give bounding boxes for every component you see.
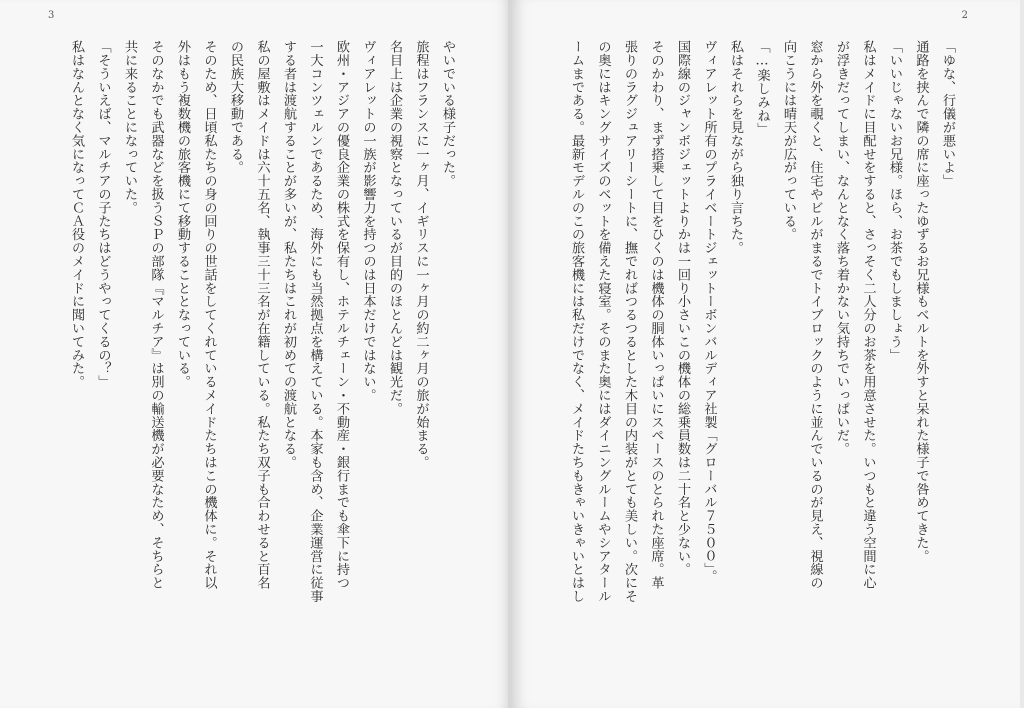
text-line: 「ゆな、行儀が悪いよ」 (940, 40, 955, 188)
text-line: 「…楽しみね」 (754, 40, 770, 136)
right-page-text (530, 40, 960, 675)
text-line: 私はメイドに目配せをすると、さっそく二人分のお茶を用意させた。いつもと違う空間に心 (860, 40, 876, 590)
text-line: 私はそれらを見ながら独り言ちた。 (728, 40, 743, 255)
text-line: ヴィアレット所有のプライベートジェットーボンバルディア社製「グローバル７５００」。 (701, 40, 717, 583)
text-line: ームまである。最新モデルのこの旅客機には私だけでなく、メイドたちもきゃいきゃいとはし (569, 40, 584, 603)
text-line: そのため、日頃私たちの身の回りの世話をしてくれているメイドたちはこの機体に。それ以 (201, 40, 217, 590)
text-line: 私の屋敷はメイドは六十五名、執事三十三名が在籍している。私たち双子も合わせると百名 (254, 40, 270, 590)
text-line: 通路を挟んで隣の席に座ったゆずるお兄様もベルトを外すと呆れた様子で咎めてきた。 (913, 40, 929, 563)
text-line: 外はもう複数機の旅客機にて移動することとなっている。 (175, 40, 190, 389)
text-line: 「いいじゃないお兄様。ほら、お茶でもしましょう」 (887, 40, 902, 362)
text-line: ヴィアレットの一族が影響力を持つのは日本だけではない。 (360, 40, 376, 402)
text-line: の奥にはキングサイズのベットを備えた寝室。そのまた奥にはダイニングルームやシアタール (595, 40, 611, 603)
page-number-left: 3 (48, 10, 55, 21)
text-line: 国際線のジャンボジェットよりかは一回り小さいこの機体の総乗員数は二十名と少ない。 (675, 40, 690, 576)
text-line: 一大コンツェルンであるため、海外にも当然拠点を構えている。本家も含め、企業運営に従事 (307, 40, 323, 603)
text-line: 欧州・アジアの優良企業の株式を保有し、ホテルチェーン・不動産・銀行までも傘下に持つ (334, 40, 349, 590)
text-line: 名目上は企業の視察となっているが目的のほとんどは観光だ。 (387, 40, 402, 416)
page-number-right: 2 (961, 10, 968, 21)
left-page[interactable] (0, 0, 508, 708)
left-page-text (40, 40, 460, 675)
text-line: の民族大移動である。 (228, 40, 243, 174)
text-line: 私はなんとなく気になってＣＡ役のメイドに聞いてみた。 (69, 40, 84, 389)
text-line: 「そういえば、マルチアの子たちはどうやってくるの？」 (95, 40, 111, 389)
right-page[interactable] (512, 0, 1020, 708)
text-line: 張りのラグジュアリーシートに、撫でればつるつるとした木目の内装がとても美しい。次にそ (622, 40, 637, 603)
text-line: 旅程はフランスに一ヶ月、イギリスに一ヶ月の約二ヶ月の旅が始まる。 (413, 40, 429, 469)
text-line: そのかわり、まず搭乗して目をひくのは機体の胴体いっぱいにスペースのとられた座席。革 (648, 40, 664, 590)
text-line: 共に来ることになっていた。 (122, 40, 137, 215)
text-line: 窓から外を覗くと、住宅やビルがまるでトイブロックのように並んでいるのが見え、視線の (807, 40, 823, 590)
text-line: が浮きだってしまい、なんとなく落ち着かない気持ちでいっぱいだ。 (834, 40, 849, 456)
text-line: そのなかでも武器などを扱うＳＰの部隊『マルチア』は別の輸送機が必要なため、そちらと (148, 40, 164, 590)
text-line: 向こうには晴天が広がっている。 (781, 40, 796, 241)
text-line: やいでいる様子だった。 (440, 40, 455, 188)
text-line: する者は渡航することが多いが、私たちはこれが初めての渡航となる。 (281, 40, 296, 469)
